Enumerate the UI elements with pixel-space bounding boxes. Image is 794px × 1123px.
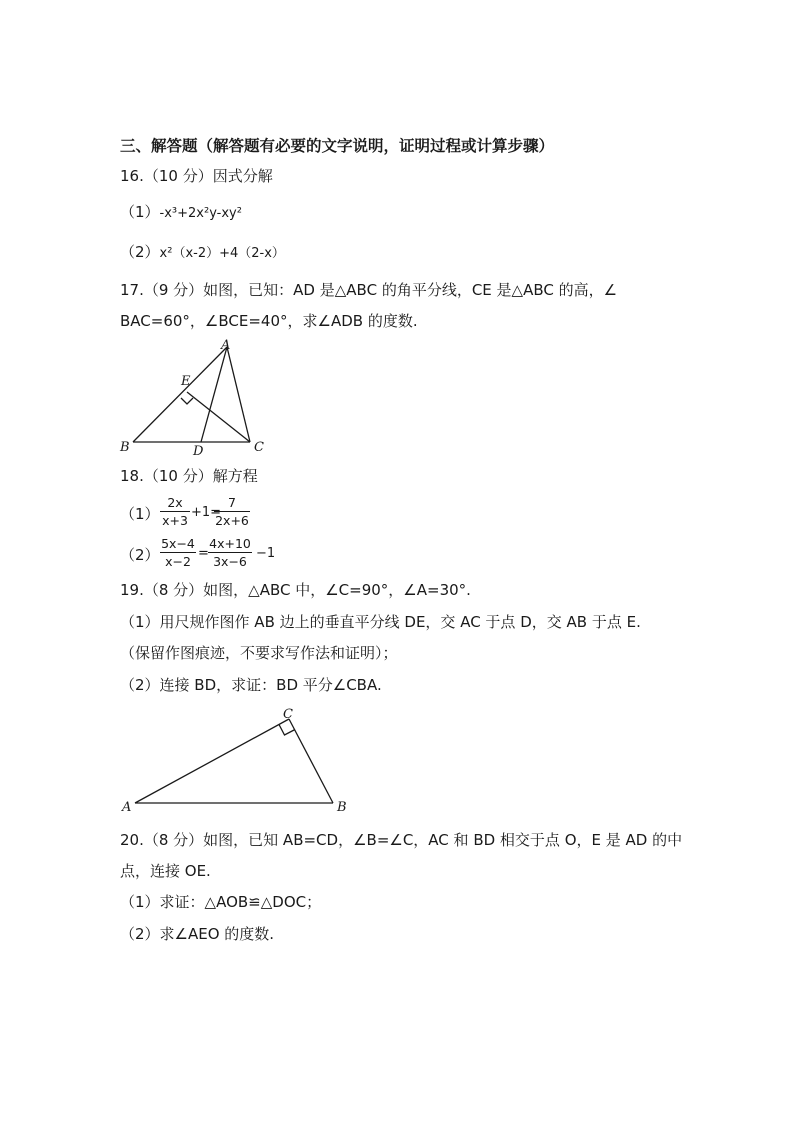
q16-part1 [120,202,242,224]
q18-part1-middle: +1= [191,505,222,520]
q18-part1-fraction2 [214,495,250,528]
q16-part2 [120,242,285,264]
q20-line4: （2）求∠AEO 的度数. [120,925,275,943]
q17-side-ab [133,347,227,442]
q17-triangle-figure [115,335,275,460]
q19-line4: （2）连接 BD，求证：BD 平分∠CBA. [120,676,382,694]
q18-part2-fraction1-numerator: 5x−4 [161,536,195,551]
q16-title: 16.（10 分）因式分解 [120,167,273,185]
q19-label-b: B [337,800,347,815]
q19-side-cb [289,719,333,803]
q18-part1-fraction1-denominator: x+3 [162,513,188,528]
q19-label-a: A [122,800,132,815]
q18-part1-fraction2-numerator: 7 [214,495,250,512]
q18-part1-fraction1-numerator: 2x [160,495,190,512]
q18-part1-fraction2-denominator: 2x+6 [215,513,249,528]
q19-line3: （保留作图痕迹，不要求写作法和证明）； [120,644,398,662]
q17-side-ac [227,347,250,442]
q17-right-angle-mark [181,398,193,404]
q18-part1-fraction1 [160,495,190,528]
q17-label-d: D [193,444,204,459]
q16-part1-expression: -x³+2x²y-xy² [159,206,242,221]
q17-label-c: C [254,440,264,455]
q18-part2-fraction1 [160,536,196,569]
q17-label-e: E [181,374,191,389]
q17-label-a: A [221,338,231,353]
q16-part2-expression: x²（x-2）+4（2-x） [159,246,285,261]
q18-part2-fraction2-numerator: 4x+10 [209,536,251,551]
q16-part2-prefix: （2） [120,243,160,261]
q19-line2: （1）用尺规作图作 AB 边上的垂直平分线 DE，交 AC 于点 D，交 AB 于点 E. [120,613,641,631]
q18-part1-prefix: （1） [120,505,160,523]
q19-label-c: C [283,707,293,722]
q17-line1: 17.（9 分）如图，已知：AD 是△ABC 的角平分线，CE 是△ABC 的高，∠ [120,281,618,299]
q16-part1-prefix: （1） [120,203,160,221]
q19-side-ac [135,719,289,803]
q17-line2: BAC=60°，∠BCE=40°，求∠ADB 的度数. [120,312,418,330]
q17-segment-ce [187,392,250,442]
q20-line1: 20.（8 分）如图，已知 AB=CD，∠B=∠C，AC 和 BD 相交于点 O，E 是 AD 的中 [120,831,683,849]
q18-part2-tail: −1 [256,546,276,561]
q20-line3: （1）求证：△AOB≌△DOC； [120,893,322,911]
q18-part2-fraction1-denominator: x−2 [165,554,191,569]
q20-line2: 点，连接 OE. [120,862,211,880]
q17-segment-ad [201,347,227,442]
section-title: 三、解答题（解答题有必要的文字说明，证明过程或计算步骤） [120,137,555,155]
q18-title: 18.（10 分）解方程 [120,467,258,485]
q17-label-b: B [120,440,130,455]
q19-line1: 19.（8 分）如图，△ABC 中，∠C=90°，∠A=30°. [120,581,471,599]
q18-part2-prefix: （2） [120,546,160,564]
q19-right-triangle-figure [115,705,355,820]
q18-part2-middle: = [198,546,209,561]
q18-part2-fraction2-denominator: 3x−6 [213,554,247,569]
q18-part2-fraction2 [208,536,252,569]
